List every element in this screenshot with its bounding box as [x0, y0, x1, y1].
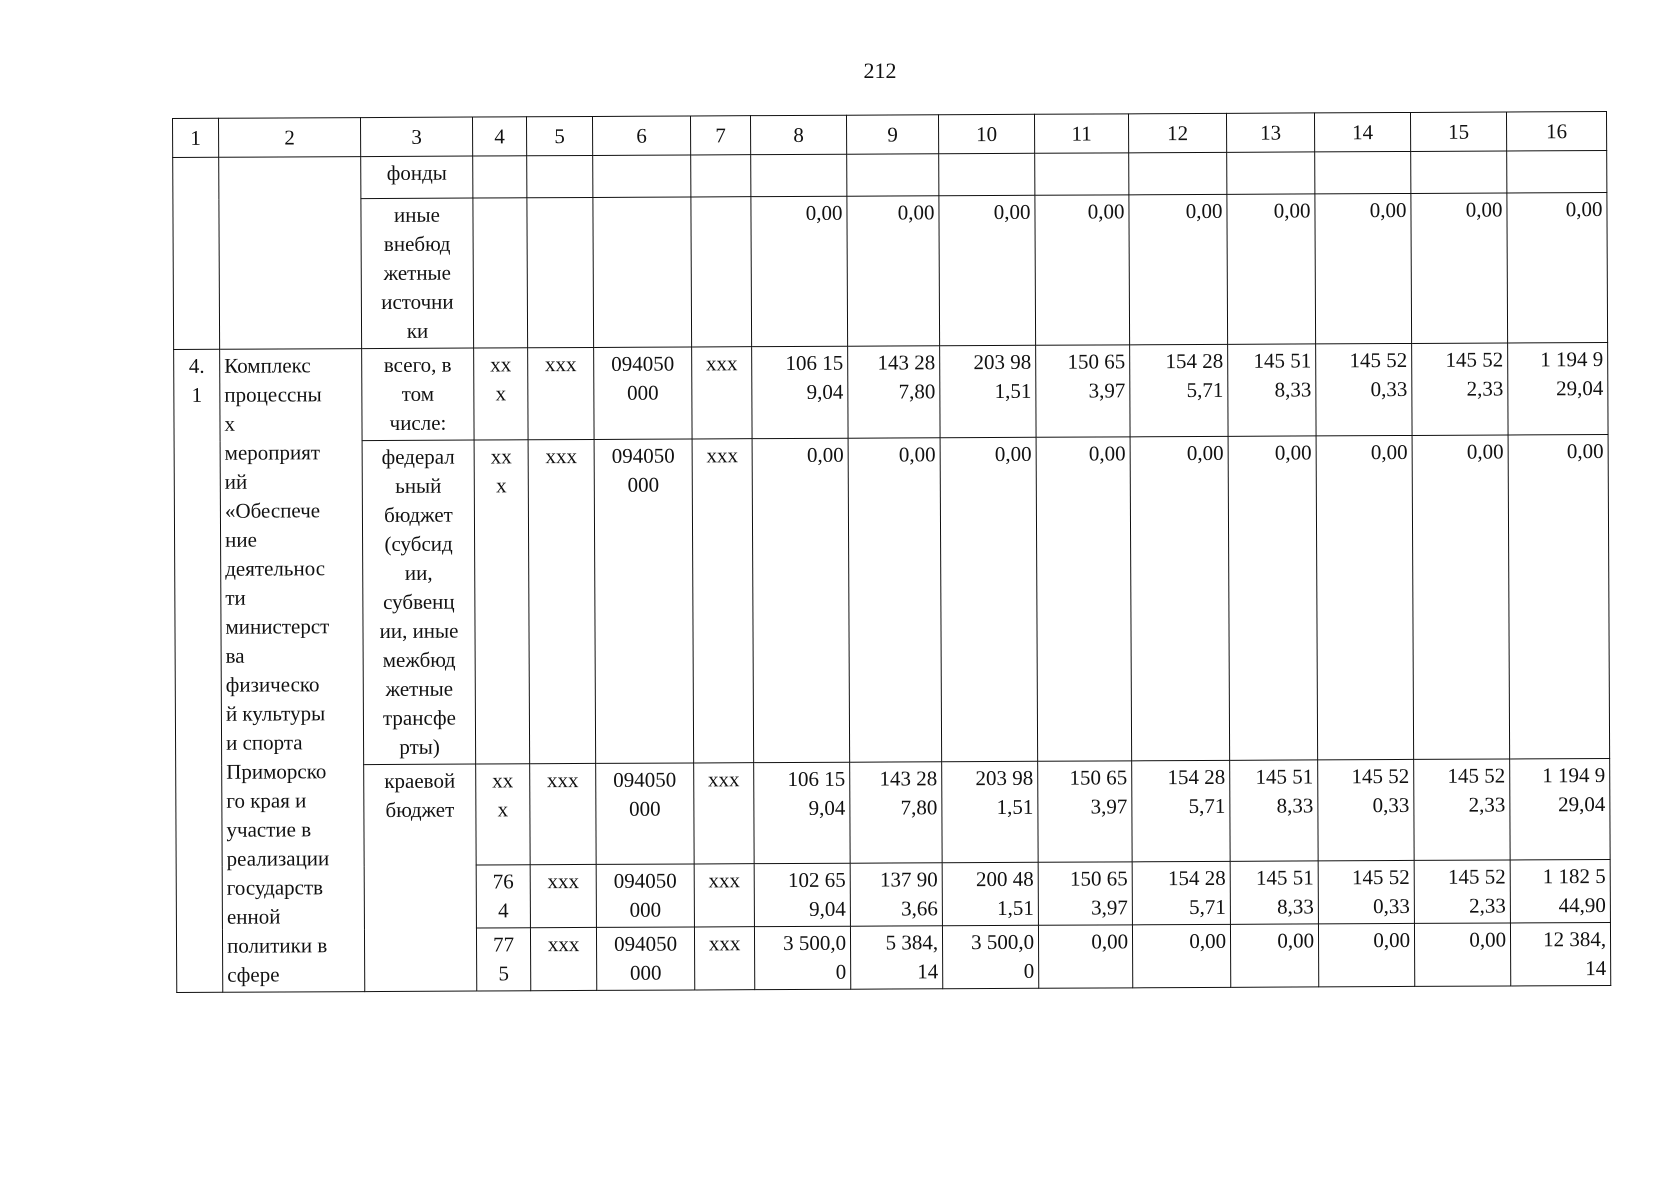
text-line: 1,51 [996, 794, 1034, 819]
value-cell [1318, 923, 1414, 986]
code-cell: ххх [694, 864, 754, 927]
text-line: х [497, 797, 509, 822]
text-line: 0,00 [1373, 927, 1411, 953]
text-line: том [401, 381, 435, 406]
empty-cell [847, 154, 939, 196]
text-line: 2,33 [1466, 376, 1504, 401]
text-line: 7,80 [898, 379, 936, 404]
header-cell: 6 [592, 116, 690, 155]
text-line: 137 90 [879, 867, 938, 892]
text-line: 145 51 [1253, 348, 1312, 373]
code-cell [596, 927, 694, 990]
source-cell [362, 440, 476, 765]
value-cell [942, 761, 1038, 862]
text-line: иные [393, 202, 440, 227]
table-row [173, 192, 1608, 349]
text-line: 8,33 [1276, 793, 1314, 818]
text-line: 203 98 [973, 349, 1032, 375]
text-line: (субсид [384, 531, 453, 556]
value-cell: 0,00 [940, 437, 1038, 761]
text-line: субвенц [383, 589, 455, 614]
table-row [176, 758, 1610, 866]
header-cell: 12 [1128, 113, 1226, 152]
value-cell [754, 926, 850, 989]
table-row [173, 150, 1607, 199]
text-line: 145 52 [1447, 864, 1506, 889]
value-cell [1038, 761, 1132, 862]
empty-cell [1035, 153, 1129, 195]
empty-cell [473, 198, 528, 348]
text-line: 1 194 9 [1542, 763, 1606, 788]
value-cell: 0,00 [1411, 193, 1508, 343]
text-line: 1 182 5 [1542, 864, 1606, 889]
header-cell: 1 [173, 118, 219, 157]
text-line: 44,90 [1558, 893, 1606, 918]
text-line: 143 28 [879, 766, 938, 791]
text-line: х [224, 411, 236, 436]
empty-cell [473, 156, 527, 198]
source-cell [362, 348, 474, 441]
value-cell [1230, 861, 1318, 924]
text-line: 1,51 [994, 378, 1032, 403]
value-cell [1508, 342, 1608, 434]
value-cell [752, 346, 848, 438]
code-cell: ххх [692, 439, 754, 763]
text-line: 106 15 [785, 350, 844, 376]
source-cell [364, 764, 477, 992]
code-cell [474, 440, 530, 764]
value-cell [942, 862, 1038, 925]
text-line: 094050 [611, 443, 675, 468]
empty-cell [1507, 150, 1607, 192]
code-cell: ххх [530, 763, 596, 864]
value-cell [1316, 343, 1412, 435]
value-cell [1230, 760, 1318, 861]
value-cell: 0,00 [1316, 435, 1414, 759]
text-line: физическо [225, 672, 320, 697]
value-cell [1414, 923, 1510, 986]
value-cell: 0,00 [1036, 437, 1132, 761]
text-line: реализации [226, 846, 330, 871]
value-cell [754, 762, 850, 863]
text-line: государств [226, 875, 324, 900]
empty-cell [593, 155, 691, 197]
text-line: 2,33 [1468, 792, 1506, 817]
text-line: участие в [226, 817, 312, 842]
empty-cell [527, 155, 593, 197]
text-line: и спорта [225, 730, 303, 755]
empty-cell [751, 154, 847, 196]
text-line: процессны [224, 382, 322, 407]
header-cell: 10 [938, 114, 1034, 153]
text-line: 150 65 [1069, 765, 1128, 790]
value-cell [1414, 759, 1510, 860]
text-line: ии, [404, 560, 433, 585]
text-line: 000 [629, 960, 662, 985]
text-line: 7,80 [900, 795, 938, 820]
value-cell [754, 863, 850, 926]
text-line: 0 [835, 959, 847, 984]
value-cell [848, 346, 940, 438]
text-line: 0,00 [1469, 927, 1507, 952]
text-line: 5,71 [1186, 377, 1224, 403]
text-line: 3,97 [1088, 378, 1126, 403]
text-line: 3,97 [1091, 895, 1128, 920]
text-line: 000 [627, 472, 660, 497]
value-cell: 0,00 [1227, 194, 1316, 344]
text-line: 77 [492, 932, 515, 957]
empty-cell [1315, 151, 1411, 193]
value-cell: 0,00 [1035, 195, 1130, 345]
code-cell [594, 347, 692, 439]
text-line: 9,04 [808, 795, 846, 820]
text-line: 200 48 [975, 866, 1034, 892]
value-cell: 0,00 [848, 438, 942, 762]
value-cell [942, 925, 1038, 988]
value-cell: 0,00 [1130, 436, 1230, 760]
text-line: 1 [191, 382, 203, 407]
text-line: 29,04 [1558, 792, 1606, 817]
value-cell [1510, 758, 1610, 859]
text-line: ва [225, 643, 245, 668]
empty-cell [173, 157, 220, 349]
text-line: 4. [188, 353, 205, 378]
header-cell: 15 [1410, 112, 1506, 151]
text-line: 8,33 [1274, 377, 1312, 402]
text-line: х [495, 381, 507, 406]
text-line: 4 [498, 898, 509, 923]
value-cell [1038, 862, 1132, 925]
code-cell [476, 865, 530, 928]
text-line: й культуры [225, 701, 326, 726]
text-line: 000 [629, 897, 662, 922]
value-cell [1132, 924, 1230, 987]
empty-cell [1129, 152, 1227, 194]
empty-cell [691, 197, 752, 347]
text-line: 1,51 [997, 895, 1034, 920]
text-line: 145 52 [1447, 763, 1506, 788]
empty-cell [939, 153, 1035, 195]
page-number: 212 [863, 58, 897, 83]
text-line: 094050 [613, 868, 677, 893]
code-cell [596, 864, 694, 927]
value-cell: 0,00 [1508, 434, 1610, 758]
empty-cell [219, 157, 362, 350]
text-line: 12 384, [1542, 927, 1607, 952]
value-cell: 0,00 [847, 196, 940, 346]
value-cell: 0,00 [1507, 192, 1608, 342]
text-line: ии, иные [379, 618, 459, 643]
text-line: ки [406, 318, 429, 343]
text-line: 154 28 [1165, 348, 1224, 374]
header-cell: 5 [526, 116, 592, 155]
text-line: ьный [395, 473, 442, 498]
text-line: 145 52 [1351, 864, 1410, 890]
text-line: 5,71 [1188, 793, 1226, 819]
text-line: 094050 [611, 351, 675, 376]
value-cell [1510, 922, 1610, 985]
code-cell: ххх [694, 763, 754, 864]
text-line: 203 98 [975, 765, 1034, 791]
table-row [174, 342, 1608, 441]
header-cell: 13 [1226, 113, 1314, 152]
table-row [174, 434, 1610, 765]
code-cell: ххх [530, 927, 596, 990]
source-cell: фонды [361, 156, 473, 199]
text-line: 154 28 [1167, 865, 1226, 891]
text-line: 0 [1023, 958, 1035, 983]
text-line: краевой [384, 768, 456, 793]
value-cell [850, 762, 942, 863]
text-line: 1 194 9 [1540, 347, 1604, 372]
text-line: министерст [225, 614, 330, 639]
text-line: х [495, 473, 507, 498]
value-cell: 0,00 [752, 438, 850, 762]
text-line: межбюд [382, 647, 456, 672]
text-line: политики в [226, 933, 328, 958]
text-line: 8,33 [1277, 894, 1314, 919]
item-index [174, 349, 223, 992]
item-name [220, 349, 365, 993]
text-line: 0,33 [1373, 893, 1410, 919]
text-line: ти [225, 585, 246, 610]
code-cell: ххх [528, 439, 596, 763]
value-cell [1132, 861, 1230, 924]
text-line: 150 65 [1067, 349, 1126, 374]
text-line: 5 [498, 961, 509, 986]
value-cell [940, 345, 1036, 437]
value-cell [1132, 760, 1230, 861]
text-line: жетные [383, 260, 452, 285]
value-cell [1230, 924, 1318, 987]
header-cell: 2 [219, 118, 361, 158]
header-cell: 14 [1314, 112, 1410, 151]
text-line: федерал [381, 444, 455, 469]
text-line: 145 52 [1349, 347, 1408, 373]
value-cell [850, 926, 942, 989]
text-line: 3 500,0 [970, 929, 1035, 955]
text-line: 000 [629, 796, 661, 821]
text-line: 14 [1585, 956, 1607, 981]
value-cell [1412, 343, 1508, 435]
text-line: хх [490, 444, 512, 469]
text-line: хх [490, 352, 512, 377]
value-cell [1414, 860, 1510, 923]
value-cell [1318, 860, 1414, 923]
value-cell [1036, 345, 1130, 437]
text-line: жетные [385, 676, 454, 701]
value-cell [1228, 344, 1316, 436]
value-cell [1038, 925, 1132, 988]
text-line: всего, в [383, 352, 452, 377]
text-line: ий [224, 469, 248, 494]
code-cell: ххх [692, 347, 752, 439]
text-line: 5,71 [1189, 894, 1226, 920]
empty-cell [593, 197, 692, 347]
header-cell: 9 [846, 115, 938, 154]
text-line: внебюд [383, 231, 451, 256]
text-line: 9,04 [806, 379, 844, 404]
text-line: 0,33 [1372, 792, 1410, 818]
text-line: 29,04 [1556, 376, 1604, 401]
text-line: деятельнос [225, 556, 326, 581]
header-cell: 3 [361, 117, 473, 157]
code-cell [596, 763, 694, 864]
empty-cell [1411, 151, 1507, 193]
text-line: 3 500,0 [782, 930, 847, 956]
text-line: 145 52 [1445, 347, 1504, 372]
text-line: 14 [917, 959, 939, 984]
text-line: трансфе [382, 705, 456, 730]
text-line: 0,00 [1091, 929, 1129, 954]
header-cell: 16 [1506, 111, 1606, 150]
text-line: бюджет [384, 502, 453, 527]
text-line: рты) [399, 734, 440, 759]
empty-cell [527, 197, 594, 347]
header-cell: 4 [472, 117, 526, 156]
text-line: 0,00 [1277, 928, 1315, 953]
code-cell [474, 348, 528, 440]
empty-cell [691, 155, 751, 197]
text-line: 154 28 [1167, 764, 1226, 790]
text-line: 150 65 [1069, 866, 1128, 891]
value-cell: 0,00 [1228, 436, 1318, 760]
code-cell [476, 928, 530, 991]
text-line: енной [226, 904, 281, 929]
text-line: числе: [389, 410, 447, 435]
code-cell: ххх [528, 347, 594, 439]
header-cell: 7 [690, 116, 750, 155]
code-cell: ххх [694, 927, 754, 990]
text-line: «Обеспече [224, 498, 321, 523]
value-cell: 0,00 [1129, 194, 1228, 344]
text-line: 145 51 [1255, 764, 1314, 789]
source-cell [361, 198, 474, 349]
text-line: 5 384, [885, 930, 939, 955]
text-line: Приморско [226, 759, 327, 784]
text-line: 094050 [613, 931, 678, 956]
text-line: 143 28 [877, 350, 936, 375]
text-line: 000 [627, 380, 659, 405]
value-cell [1510, 859, 1610, 922]
value-cell: 0,00 [1412, 435, 1510, 759]
code-cell [476, 764, 530, 865]
text-line: 094050 [613, 767, 677, 792]
text-line: 3,97 [1090, 794, 1128, 819]
text-line: мероприят [224, 440, 321, 465]
text-line: 9,04 [809, 896, 846, 921]
text-line: сфере [227, 962, 280, 987]
value-cell [850, 863, 942, 926]
value-cell: 0,00 [751, 196, 848, 346]
value-cell: 0,00 [939, 195, 1036, 345]
text-line: хх [492, 768, 514, 793]
text-line: бюджет [385, 797, 455, 822]
text-line: 0,00 [1189, 928, 1227, 954]
code-cell [594, 439, 694, 763]
text-line: 102 65 [787, 867, 846, 892]
empty-cell [1227, 152, 1315, 194]
text-line: 3,66 [901, 896, 938, 921]
value-cell [1318, 759, 1414, 860]
text-line: 145 51 [1255, 865, 1314, 890]
header-cell: 11 [1034, 114, 1128, 153]
text-line: 0,33 [1370, 376, 1408, 402]
code-cell: ххх [530, 864, 596, 927]
value-cell [1130, 344, 1228, 436]
text-line: 2,33 [1469, 893, 1506, 918]
text-line: источни [381, 289, 454, 314]
text-line: Комплекс [224, 353, 311, 378]
text-line: ние [225, 527, 257, 552]
value-cell: 0,00 [1315, 193, 1412, 343]
text-line: 145 52 [1351, 763, 1410, 789]
text-line: го края и [226, 788, 307, 813]
text-line: 106 15 [787, 766, 846, 791]
header-cell: 8 [750, 115, 846, 154]
text-line: 76 [492, 869, 514, 894]
budget-table [172, 111, 1611, 993]
